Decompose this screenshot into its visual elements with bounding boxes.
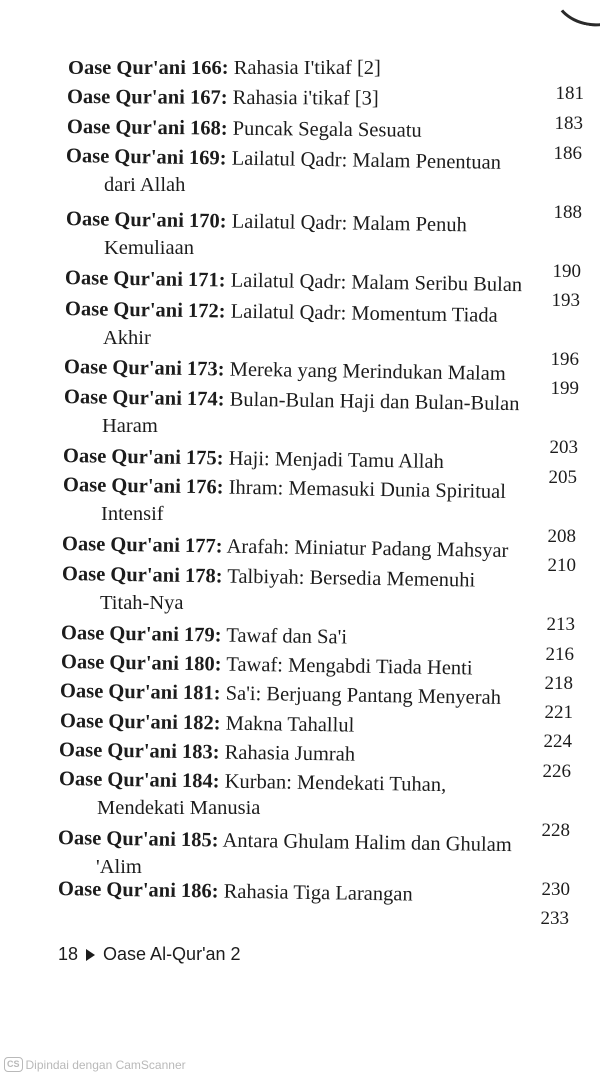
toc-entry-continuation: 'Alim xyxy=(96,856,142,878)
toc-entry-label: Oase Qur'ani 181: xyxy=(59,680,221,705)
toc-entry xyxy=(60,679,501,710)
toc-entry-title: Sa'i: Berjuang Pantang Menyerah xyxy=(225,682,502,709)
toc-page-number: 226 xyxy=(542,761,571,782)
toc-entry-label: Oase Qur'ani 179: xyxy=(60,622,222,647)
toc-entry-label: Oase Qur'ani 177: xyxy=(61,533,223,558)
toc-entry-title: Haji: Menjadi Tamu Allah xyxy=(228,447,444,473)
toc-entry-title: Lailatul Qadr: Malam Penentuan xyxy=(231,147,502,174)
toc-page-number: 208 xyxy=(547,526,576,547)
camscanner-logo-icon: CS xyxy=(4,1057,23,1072)
toc-entry xyxy=(62,532,509,563)
toc-entry xyxy=(67,115,422,143)
toc-page-number: 216 xyxy=(545,644,574,665)
toc-entry-continuation: Haram xyxy=(102,415,158,437)
toc-entry xyxy=(66,207,467,237)
toc-entry xyxy=(59,738,355,767)
toc-entry-title: Puncak Segala Sesuatu xyxy=(232,117,422,142)
toc-entry-label: Oase Qur'ani 168: xyxy=(66,116,228,140)
toc-entry-title: Lailatul Qadr: Momentum Tiada xyxy=(230,300,498,327)
toc-entry-label: Oase Qur'ani 180: xyxy=(60,651,222,676)
toc-page-number: 228 xyxy=(541,820,570,841)
toc-entry xyxy=(64,355,506,386)
toc-entry-label: Oase Qur'ani 186: xyxy=(57,878,219,903)
page-number: 18 xyxy=(58,944,79,964)
toc-entry-label: Oase Qur'ani 176: xyxy=(62,474,224,499)
toc-entry xyxy=(64,385,520,416)
toc-entry xyxy=(65,266,523,297)
toc-page-number: 210 xyxy=(547,555,576,576)
toc-page-number: 205 xyxy=(548,467,577,488)
toc-entry-title: Kurban: Mendekati Tuhan, xyxy=(224,770,447,797)
book-title: Oase Al-Qur'an 2 xyxy=(103,944,241,964)
toc-entry-title: Talbiyah: Bersedia Memenuhi xyxy=(227,565,476,592)
toc-entry-title: Lailatul Qadr: Malam Penuh xyxy=(231,210,467,237)
toc-entry-label: Oase Qur'ani 175: xyxy=(62,445,224,470)
toc-entry-title: Rahasia Jumrah xyxy=(224,741,356,766)
toc-page-number: 181 xyxy=(555,83,584,104)
toc-entry-title: Antara Ghulam Halim dan Ghulam xyxy=(222,829,512,857)
toc-entry-label: Oase Qur'ani 185: xyxy=(57,827,219,852)
toc-page-number: 193 xyxy=(551,290,580,311)
toc-entry-label: Oase Qur'ani 184: xyxy=(58,768,220,793)
toc-page-number: 233 xyxy=(540,908,569,929)
toc-entry-title: Rahasia i'tikaf [3] xyxy=(232,86,379,110)
toc-entry xyxy=(58,877,413,907)
toc-page-number: 230 xyxy=(541,879,570,900)
toc-page-number: 203 xyxy=(549,437,578,458)
toc-page-number: 196 xyxy=(550,349,579,370)
toc-entry-title: Rahasia Tiga Larangan xyxy=(223,880,413,906)
toc-entry xyxy=(65,297,498,328)
toc-entry-continuation: Intensif xyxy=(101,503,164,525)
toc-entry xyxy=(63,473,506,504)
toc-entry-title: Rahasia I'tikaf [2] xyxy=(233,57,381,79)
toc-entry-label: Oase Qur'ani 172: xyxy=(64,298,226,323)
toc-entry xyxy=(61,650,473,680)
toc-page-number: 188 xyxy=(553,202,582,223)
toc-entry-label: Oase Qur'ani 178: xyxy=(61,563,223,588)
toc-entry-label: Oase Qur'ani 183: xyxy=(58,739,220,764)
toc-entry xyxy=(59,767,447,797)
toc-entry-title: Mereka yang Merindukan Malam xyxy=(229,358,506,385)
toc-page-number: 221 xyxy=(544,702,573,723)
toc-entry-title: Tawaf: Mengabdi Tiada Henti xyxy=(226,653,473,680)
toc-entry-label: Oase Qur'ani 173: xyxy=(63,356,225,381)
triangle-right-icon xyxy=(86,949,95,961)
toc-entry-title: Bulan-Bulan Haji dan Bulan-Bulan xyxy=(229,388,520,416)
toc-entry xyxy=(66,144,501,175)
toc-entry-continuation: dari Allah xyxy=(104,174,186,196)
toc-entry xyxy=(60,709,355,738)
toc-entry-label: Oase Qur'ani 174: xyxy=(63,386,225,411)
page-corner-shadow xyxy=(550,0,600,32)
toc-entry xyxy=(58,826,512,857)
toc-page-number: 224 xyxy=(543,731,572,752)
toc-entry-label: Oase Qur'ani 166: xyxy=(68,57,229,79)
toc-page-number: 183 xyxy=(554,113,583,134)
toc-entry-title: Arafah: Miniatur Padang Mahsyar xyxy=(226,535,509,563)
toc-entry-label: Oase Qur'ani 167: xyxy=(66,86,228,109)
toc-page-number: 186 xyxy=(553,143,582,164)
toc-entry-continuation: Akhir xyxy=(103,327,151,349)
toc-entry-label: Oase Qur'ani 169: xyxy=(65,145,227,170)
toc-entry-title: Makna Tahallul xyxy=(225,712,355,737)
toc-entry xyxy=(68,56,381,80)
toc-entry xyxy=(63,444,444,474)
toc-entry-title: Tawaf dan Sa'i xyxy=(226,624,348,649)
toc-entry-title: Ihram: Memasuki Dunia Spiritual xyxy=(228,476,507,503)
toc-entry xyxy=(62,562,476,592)
toc-entry-label: Oase Qur'ani 182: xyxy=(59,710,221,735)
scanner-watermark xyxy=(4,1057,186,1072)
toc-entry-label: Oase Qur'ani 171: xyxy=(64,267,226,292)
toc-entry-continuation: Kemuliaan xyxy=(104,237,194,259)
toc-entry xyxy=(61,621,347,649)
toc-page-number: 199 xyxy=(550,378,579,399)
toc-entry-title: Lailatul Qadr: Malam Seribu Bulan xyxy=(230,269,523,297)
toc-entry-label: Oase Qur'ani 170: xyxy=(65,208,227,233)
toc-page-number: 213 xyxy=(546,614,575,635)
toc-entry xyxy=(67,85,379,111)
watermark-text: Dipindai dengan CamScanner xyxy=(25,1057,186,1072)
page-footer xyxy=(58,944,241,965)
toc-page-number: 190 xyxy=(552,261,581,282)
toc-entry-continuation: Titah-Nya xyxy=(100,592,184,614)
toc-entry-continuation: Mendekati Manusia xyxy=(97,797,261,819)
toc-page-number: 218 xyxy=(544,673,573,694)
